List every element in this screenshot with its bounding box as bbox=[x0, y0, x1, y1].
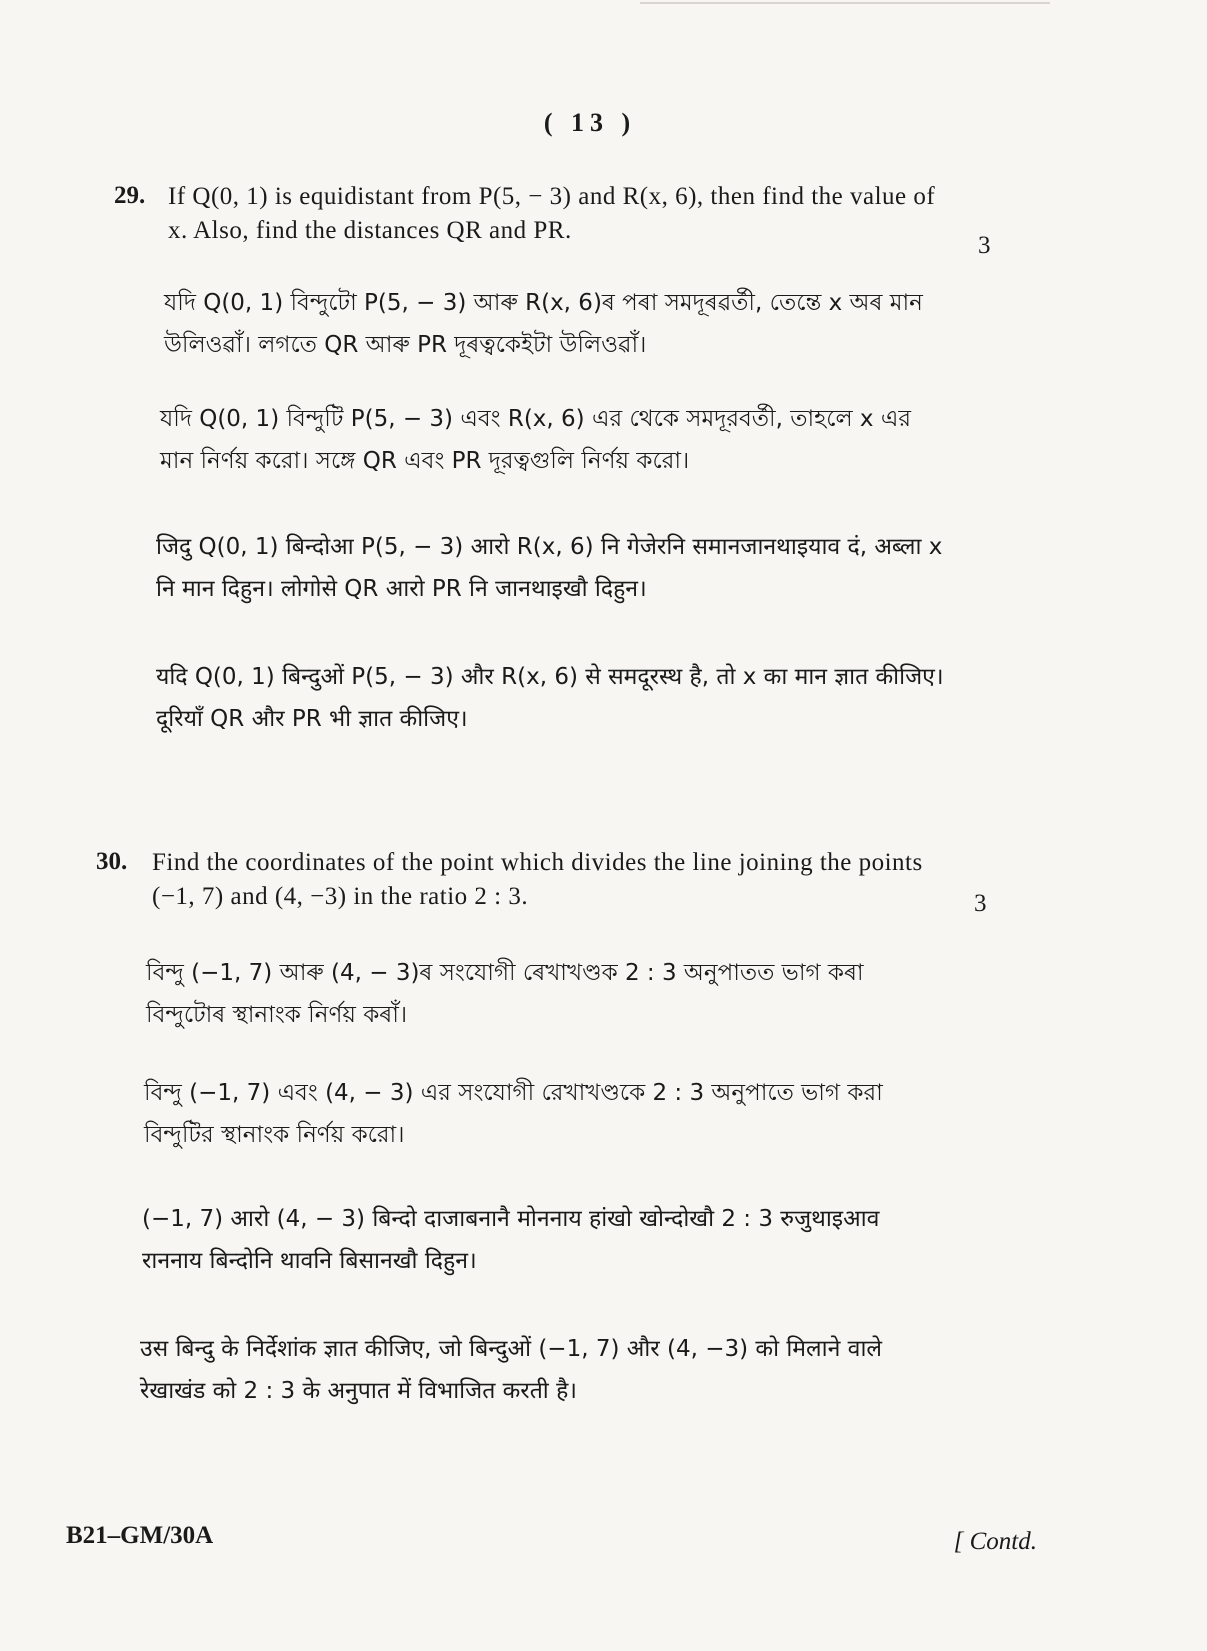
question-text-english: If Q(0, 1) is equidistant from P(5, − 3) and R(x, 6), then find the value of x. Also, find the distances QR and PR. bbox=[168, 183, 936, 244]
question-text-bodo: जिदु Q(0, 1) बिन्दोआ P(5, − 3) आरो R(x, 6) नि गेजेरनि समानजानथाइयाव दं, अब्ला x नि मान दिहुन। लोगोसे QR आरो PR नि जानथाइखौ दिहुन। bbox=[156, 534, 943, 602]
page-number: ( 13 ) bbox=[543, 108, 637, 137]
question-text-assamese: যদি Q(0, 1) বিন্দুটো P(5, − 3) আৰু R(x, 6)ৰ পৰা সমদূৰৱৰ্তী, তেন্তে x অৰ মান উলিওৱাঁ। লগতে QR আৰু PR দূৰত্বকেইটা উলিওৱাঁ। bbox=[164, 290, 923, 358]
question-text-bengali: বিন্দু (−1, 7) এবং (4, − 3) এর সংযোগী রেখাখণ্ডকে 2 : 3 অনুপাতে ভাগ করা বিন্দুটির স্থানাংক নির্ণয় করো। bbox=[144, 1080, 883, 1148]
question-text-assamese: বিন্দু (−1, 7) আৰু (4, − 3)ৰ সংযোগী ৰেখাখণ্ডক 2 : 3 অনুপাতত ভাগ কৰা বিন্দুটোৰ স্থানাংক নিৰ্ণয় কৰাঁ। bbox=[146, 960, 864, 1028]
top-edge-rule bbox=[640, 2, 1050, 4]
paper-code: B21–GM/30A bbox=[66, 1522, 214, 1549]
continued-marker: [ Contd. bbox=[953, 1528, 1037, 1555]
question-marks: 3 bbox=[974, 890, 987, 917]
question-number: 29. bbox=[114, 182, 146, 209]
question-text-hindi: यदि Q(0, 1) बिन्दुओं P(5, − 3) और R(x, 6) से समदूरस्थ है, तो x का मान ज्ञात कीजिए। दूरियाँ QR और PR भी ज्ञात कीजिए। bbox=[156, 664, 944, 732]
question-text-english: Find the coordinates of the point which divides the line joining the points (−1, 7) and (4, −3) in the ratio 2 : 3. bbox=[152, 849, 923, 910]
question-text-hindi: उस बिन्दु के निर्देशांक ज्ञात कीजिए, जो बिन्दुओं (−1, 7) और (4, −3) को मिलाने वाले रेखाखंड को 2 : 3 के अनुपात में विभाजित करती है। bbox=[140, 1336, 883, 1404]
question-text-bodo: (−1, 7) आरो (4, − 3) बिन्दो दाजाबनानै मोननाय हांखो खोन्दोखौ 2 : 3 रुजुथाइआव राननाय बिन्दोनि थावनि बिसानखौ दिहुन। bbox=[142, 1206, 880, 1274]
question-marks: 3 bbox=[978, 232, 991, 259]
question-number: 30. bbox=[96, 848, 128, 875]
question-text-bengali: যদি Q(0, 1) বিন্দুটি P(5, − 3) এবং R(x, 6) এর থেকে সমদূরবর্তী, তাহলে x এর মান নির্ণয় করো। সঙ্গে QR এবং PR দূরত্বগুলি নির্ণয় করো। bbox=[160, 406, 912, 474]
